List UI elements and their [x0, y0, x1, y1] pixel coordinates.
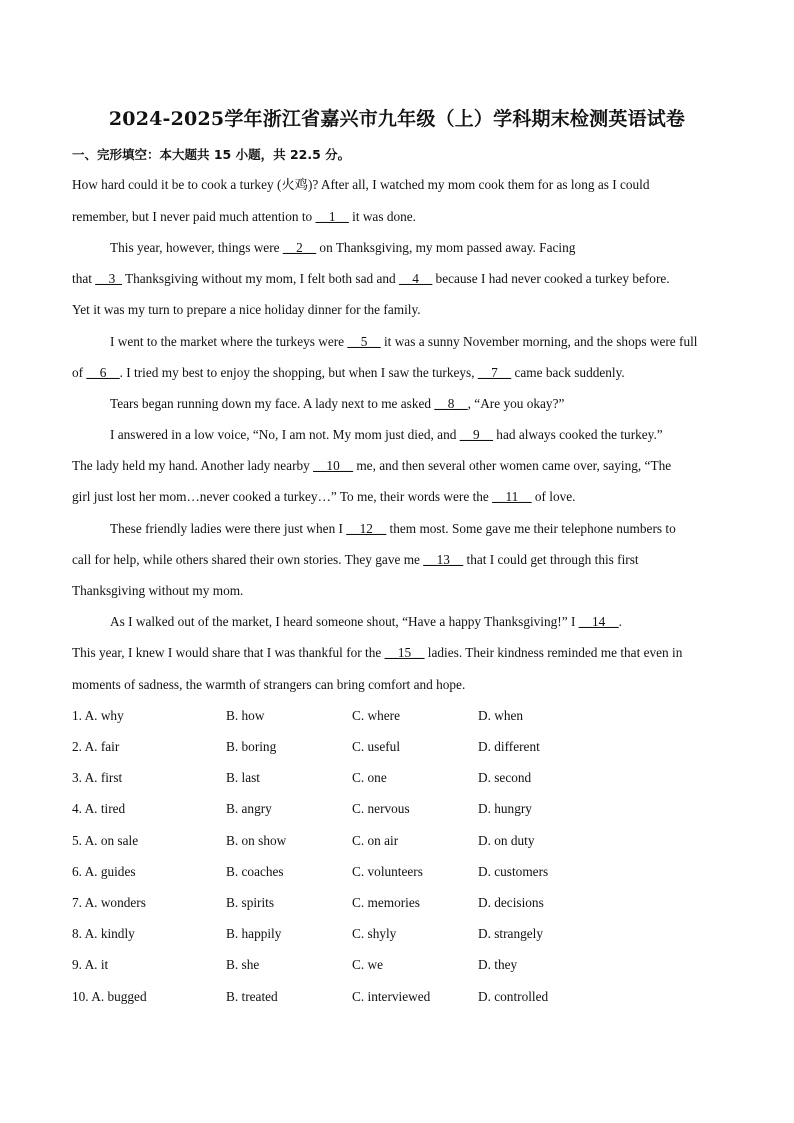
passage-text: call for help, while others shared their own stories. They gave me: [72, 552, 424, 567]
passage-text: had always cooked the turkey.”: [492, 427, 663, 442]
passage-line: [72, 676, 465, 694]
option-a: 6. A. guides: [72, 864, 136, 879]
option-a: 9. A. it: [72, 957, 109, 972]
passage-line: [72, 582, 243, 600]
passage-line: [110, 239, 575, 257]
option-d: D. hungry: [478, 801, 532, 816]
passage-text: This year, however, things were: [110, 240, 283, 255]
passage-text: , “Are you okay?”: [467, 396, 565, 411]
blank: __6__: [86, 365, 120, 380]
passage-text: me, and then several other women came over, saying, “The: [353, 458, 672, 473]
blank: __2__: [282, 240, 317, 255]
option-c: C. interviewed: [352, 989, 431, 1004]
blank: __11__: [492, 489, 532, 504]
option-d: D. when: [478, 708, 524, 723]
passage-text: came back suddenly.: [511, 365, 625, 380]
option-a: 2. A. fair: [72, 739, 120, 754]
option-c: C. shyly: [352, 926, 397, 941]
option-d: D. different: [478, 739, 540, 754]
option-d: D. on duty: [478, 833, 535, 848]
passage-line: [72, 364, 625, 382]
option-c: C. useful: [352, 739, 401, 754]
option-b: B. coaches: [226, 864, 284, 879]
passage-text: The lady held my hand. Another lady nearby: [72, 458, 314, 473]
passage-line: [72, 208, 416, 226]
blank: __4__: [398, 271, 433, 286]
blank: __3_: [95, 271, 122, 286]
blank: __10__: [313, 458, 354, 473]
passage-line: [72, 551, 639, 569]
passage-text: of: [72, 365, 87, 380]
option-a: 1. A. why: [72, 708, 124, 723]
passage-line: [72, 488, 576, 506]
option-c: C. one: [352, 770, 387, 785]
blank: __15__: [384, 645, 425, 660]
passage-line: [72, 301, 421, 319]
passage-text: . I tried my best to enjoy the shopping, but when I saw the turkeys,: [119, 365, 478, 380]
section-heading: 一、完形填空：本大题共 15 小题，共 22.5 分。: [72, 147, 351, 162]
blank: __8__: [434, 396, 468, 411]
option-b: B. on show: [226, 833, 287, 848]
passage-line: [110, 333, 698, 351]
passage-line: [72, 270, 670, 288]
passage-text: Thanksgiving without my mom.: [72, 583, 244, 598]
option-b: B. angry: [226, 801, 272, 816]
option-d: D. they: [478, 957, 518, 972]
blank: __14__: [578, 614, 619, 629]
option-d: D. strangely: [478, 926, 543, 941]
blank: __12__: [346, 521, 387, 536]
blank: __5__: [347, 334, 381, 349]
passage-text: it was done.: [348, 209, 417, 224]
option-a: 8. A. kindly: [72, 926, 135, 941]
option-b: B. treated: [226, 989, 278, 1004]
option-c: C. memories: [352, 895, 420, 910]
option-b: B. happily: [226, 926, 282, 941]
passage-line: [110, 395, 564, 413]
passage-text: girl just lost her mom…never cooked a turkey…” To me, their words were the: [72, 489, 493, 504]
option-a: 5. A. on sale: [72, 833, 139, 848]
passage-text: .: [618, 614, 622, 629]
passage-text: on Thanksgiving, my mom passed away. Facing: [316, 240, 576, 255]
passage-line: [72, 644, 682, 662]
passage-text: it was a sunny November morning, and the shops were full: [380, 334, 698, 349]
passage-text: Thanksgiving without my mom, I felt both sad and: [121, 271, 399, 286]
option-c: C. where: [352, 708, 400, 723]
passage-text: How hard could it be to cook a turkey (火鸡)? After all, I watched my mom cook them for as long as I could: [72, 177, 650, 192]
passage-text: This year, I knew I would share that I was thankful for the: [72, 645, 385, 660]
passage-line: [110, 520, 676, 538]
passage-text: that: [72, 271, 96, 286]
blank: __13__: [423, 552, 464, 567]
option-a: 4. A. tired: [72, 801, 126, 816]
blank: __1__: [315, 209, 349, 224]
passage-text: remember, but I never paid much attention to: [72, 209, 316, 224]
passage-line: [110, 426, 663, 444]
option-b: B. boring: [226, 739, 277, 754]
passage-text: them most. Some gave me their telephone numbers to: [386, 521, 676, 536]
blank: __7__: [477, 365, 512, 380]
option-c: C. on air: [352, 833, 399, 848]
passage-text: moments of sadness, the warmth of strangers can bring comfort and hope.: [72, 677, 466, 692]
option-a: 7. A. wonders: [72, 895, 146, 910]
passage-line: [110, 613, 622, 631]
option-d: D. decisions: [478, 895, 544, 910]
passage-text: I answered in a low voice, “No, I am not. My mom just died, and: [110, 427, 460, 442]
passage-text: As I walked out of the market, I heard someone shout, “Have a happy Thanksgiving!” I: [110, 614, 579, 629]
option-b: B. she: [226, 957, 260, 972]
option-a: 3. A. first: [72, 770, 123, 785]
passage-text: ladies. Their kindness reminded me that even in: [424, 645, 683, 660]
option-c: C. we: [352, 957, 384, 972]
option-d: D. second: [478, 770, 532, 785]
option-d: D. controlled: [478, 989, 549, 1004]
passage-text: I went to the market where the turkeys were: [110, 334, 348, 349]
option-c: C. nervous: [352, 801, 410, 816]
blank: __9__: [459, 427, 493, 442]
page-title: 2024-2025学年浙江省嘉兴市九年级（上）学科期末检测英语试卷: [108, 108, 686, 130]
passage-line: [72, 457, 671, 475]
option-c: C. volunteers: [352, 864, 423, 879]
option-a: 10. A. bugged: [72, 989, 147, 1004]
passage-line: [72, 176, 650, 194]
option-b: B. how: [226, 708, 265, 723]
option-d: D. customers: [478, 864, 549, 879]
passage-text: These friendly ladies were there just when I: [110, 521, 347, 536]
passage-text: that I could get through this first: [463, 552, 639, 567]
passage-text: Tears began running down my face. A lady next to me asked: [110, 396, 435, 411]
option-b: B. spirits: [226, 895, 275, 910]
option-b: B. last: [226, 770, 260, 785]
passage-text: because I had never cooked a turkey before.: [432, 271, 670, 286]
passage-text: of love.: [531, 489, 576, 504]
passage-text: Yet it was my turn to prepare a nice holiday dinner for the family.: [72, 302, 421, 317]
